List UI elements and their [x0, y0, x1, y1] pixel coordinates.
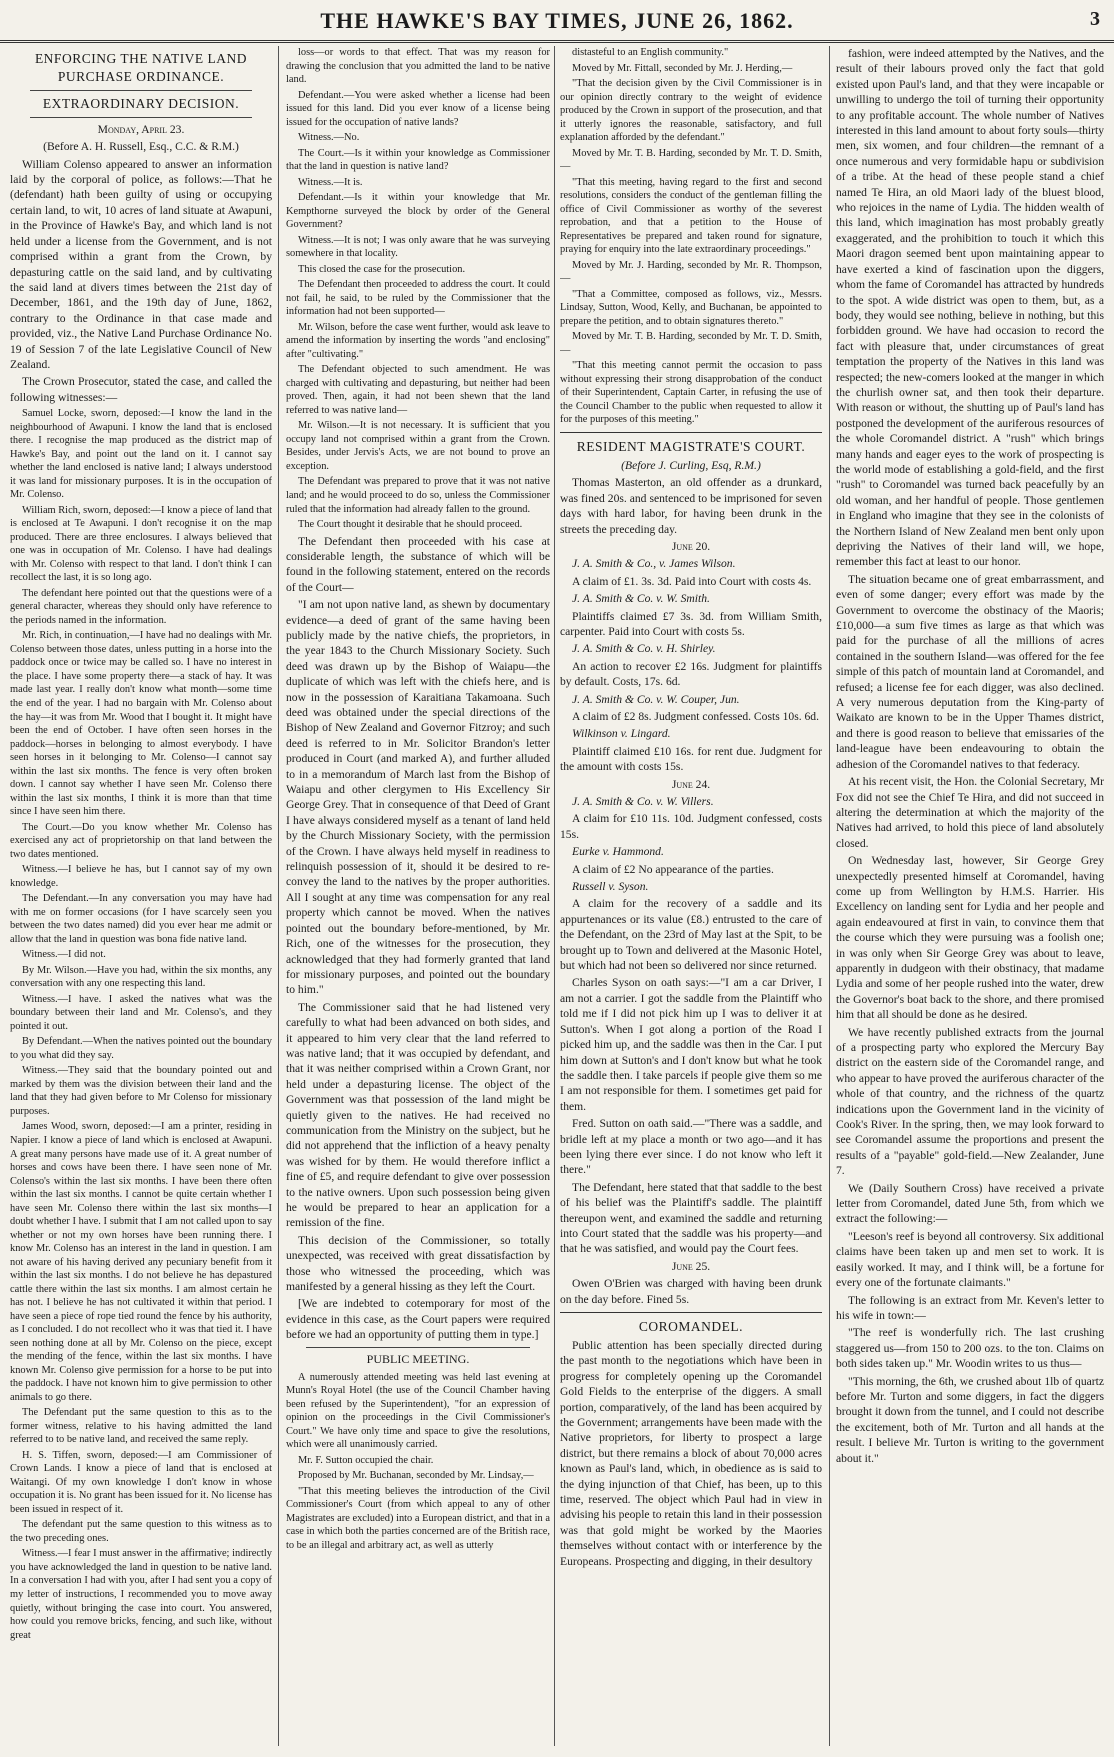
paragraph: Proposed by Mr. Buchanan, seconded by Mr. Lindsay,—: [298, 1470, 534, 1482]
paragraph: "Leeson's reef is beyond all controversy. Six additional claims have been taken up and men set to work. It is easily worked. It may, and I think will, be a fortune for every one of the fortunate claimants.": [836, 1229, 1104, 1290]
paragraph: "That this meeting cannot permit the occasion to pass without expressing their strong disapprobation of the conduct of their Superintendent, Captain Carter, in refusing the use of the Council Chamber to the public when requested to allow it for the purposes of this meeting.": [560, 360, 822, 426]
paragraph: H. S. Tiffen, sworn, deposed:—I am Commissioner of Crown Lands. I know a piece of land that is enclosed at Waitangi. Of my own knowledge I don't know in whose occupation it is. No grant has been issued for it. No license has been issued in respect of it.: [10, 1449, 272, 1515]
paragraph: The Defendant then proceeded with his case at considerable length, the substance of which will be found in the following statement, entered on the records of the Court—: [286, 534, 550, 594]
divider: [560, 432, 822, 433]
section-heading: COROMANDEL.: [638, 1319, 744, 1334]
paragraph: Public attention has been specially directed during the past month to the negotiations which have been in progress for completely opening up the Coromandel Gold Fields to the enterprise of the diggers. A small portion, comparatively, of the land has been acquired by the Government; arrangements have been made with the Native proprietors, for liberty to prospect a large district, but there remains a block of about 70,000 acres known as Paul's land, which, in obedience as is said to the dying injunction of that Chief, has been, up to this time, reserved. The object which Paul had in view in advising his people to retain this land in their possession was that gold might be worked by the Maories themselves without contact with or interference by the Europeans. Prospecting and digging, in their desultory: [560, 1338, 822, 1568]
case-title: J. A. Smith & Co. v. W. Villers.: [572, 795, 714, 808]
paragraph: distasteful to an English community.": [572, 47, 729, 58]
divider: [30, 117, 252, 118]
paragraph: Defendant.—Is it within your knowledge that Mr. Kempthorne surveyed the block by order of the General Government?: [286, 192, 550, 231]
paragraph: Witness.—It is not; I was only aware that he was surveying somewhere in that locality.: [286, 234, 550, 260]
paragraph: Plaintiffs claimed £7 3s. 3d. from William Smith, carpenter. Paid into Court with costs 5s.: [560, 609, 822, 638]
paragraph: The Defendant, here stated that that saddle to the best of his belief was the Plaintiff's saddle. The plaintiff thereupon went, and examined the saddle and returning into Court stated that the saddle was his property—and that he was satisfied, and would pay the Court fees.: [560, 1180, 822, 1256]
paragraph: Witness.—No.: [298, 132, 360, 144]
paragraph: Moved by Mr. J. Harding, seconded by Mr. R. Thompson,—: [560, 259, 822, 285]
paragraph: William Colenso appeared to answer an information laid by the corporal of police, as follows:—That he (defendant) hath been guilty of using or occupying certain land, to wit, 10 acres of land situate at Awapuni, in the Province of Hawke's Bay, and which land is not held under a license from the Government, and is not comprised within a grant from the Crown, by depasturing cattle on the said land, and by cultivating the said land at divers times between the 21st day of December, 1861, and the 19th day of June, 1862, contrary to the Ordinance in that case made and provided, viz., the Native Land Purchase Ordinance No. 19 of Session 7 of the late Legislative Council of New Zealand.: [10, 157, 272, 371]
paragraph: A claim of £1. 3s. 3d. Paid into Court with costs 4s.: [572, 574, 812, 588]
paragraph: A numerously attended meeting was held last evening at Munn's Royal Hotel (the use of the Council Chamber having been refused by the Superintendent), "for an expression of opinion on the proceedings in the Civil Commissioner's Court." We have only time and space to give the resolutions, which were all unanimously carried.: [286, 1371, 550, 1451]
paragraph: The Court.—Do you know whether Mr. Colenso has exercised any act of proprietorship on that land between the two dates mentioned.: [10, 821, 272, 860]
paragraph: By Defendant.—When the natives pointed out the boundary to you what did they say.: [10, 1036, 272, 1061]
column-2: [286, 46, 550, 1746]
column-rule: [829, 46, 830, 1746]
paragraph: [We are indebted to cotemporary for most of the evidence in this case, as the Court papers were required before we had an opportunity of putting them in type.]: [286, 1297, 550, 1342]
paragraph: Witness.—I fear I must answer in the affirmative; indirectly you have acknowledged the land in question to be native land. In a conversation I had with you, after I had sent you a copy of my letter of instructions, I recommended you to move away quietly, without bringing the case into court. You answered, how could you remove bricks, fencing, and such like, without great: [10, 1548, 272, 1641]
paragraph: Plaintiff claimed £10 16s. for rent due. Judgment for the amount with costs 15s.: [560, 744, 822, 774]
paragraph: Witness.—They said that the boundary pointed out and marked by them was the division between their land and the land that they had given before to Mr Colenso for missionary purposes.: [10, 1065, 272, 1117]
column-3: [560, 46, 822, 1746]
paragraph: The Defendant.—In any conversation you may have had with me on former occasions (for I have scarcely seen you between the two dates named) did you ever hear me admit or allow that the land in question was bona fide native land.: [10, 893, 272, 945]
paragraph: By Mr. Wilson.—Have you had, within the six months, any conversation with any one respecting this land.: [10, 964, 272, 990]
paragraph: Thomas Masterton, an old offender as a drunkard, was fined 20s. and sentenced to be imprisoned for seven days with hard labor, for having been drunk in the streets the preceding day.: [560, 476, 822, 536]
paragraph: Witness.—I have. I asked the natives what was the boundary between their land and Mr. Colenso's, and they pointed it out.: [10, 993, 272, 1032]
paragraph: Mr. Wilson, before the case went further, would ask leave to amend the information by inserting the words "and enclosing" after "cultivating.": [286, 321, 550, 360]
paragraph: The defendant here pointed out that the questions were of a general character, whereas they should only have reference to the periods named in the information.: [10, 587, 272, 626]
paragraph: At his recent visit, the Hon. the Colonial Secretary, Mr Fox did not see the Chief Te Hira, and did not succeed in altering the determination at which the majority of the Natives had arrived, to hold this piece of land absolutely closed.: [836, 775, 1104, 850]
paragraph: The Defendant put the same question to this as to the former witness, relative to his having admitted the land referred to to be native land, and received the same reply.: [10, 1407, 272, 1446]
article-subheading: EXTRAORDINARY DECISION.: [42, 95, 240, 111]
meeting-text: [560, 46, 822, 427]
paragraph: Witness.—I believe he has, but I cannot say of my own knowledge.: [10, 864, 272, 889]
paragraph: Mr. Wilson.—It is not necessary. It is sufficient that you occupy land not comprised within a grant from the Crown. Besides, under Jervis's Acts, we are not bound to prove an exception.: [286, 420, 550, 472]
paragraph: Witness.—It is.: [298, 176, 363, 188]
section-heading: PUBLIC MEETING.: [366, 1351, 470, 1366]
paragraph: We have recently published extracts from the journal of a prospecting party who explored the Mercury Bay district on the eastern side of the Coromandel range, and who appear to have proved the auriferous character of the whole of that country, and the richness of the quartz indications upon the Government land in the vicinity of Cook's River. In the spring, then, we may look forward to see Coromandel assume the proportions and present the results of a "payable" gold-field.—New Zealander, June 7.: [836, 1025, 1104, 1178]
paragraph: This closed the case for the prosecution.: [298, 263, 466, 275]
evidence-text: [286, 46, 550, 532]
court-before: (Before J. Curling, Esq, R.M.): [621, 458, 761, 472]
column-rule: [554, 46, 555, 1746]
paragraph: The Commissioner said that he had listened very carefully to what had been advanced on both sides, and it appeared to him very clear that the land referred to was native land; that it was occupied by defendant, and that it was neither comprised within a Crown Grant, nor held under a depasturing license. The object of the Government was that possession of the land might be quietly given to the natives. He had received no communication from the Ministry on the subject, but he did not apprehend that the infliction of a heavy penalty was wished for by them. He would therefore inflict a fine of £5, and require defendant to give over possession to the native owners. Upon such possession being given he would be prepared to hear an application for a remission of the fine.: [286, 1000, 550, 1230]
paragraph: The defendant put the same question to this witness as to the two preceding ones.: [10, 1519, 272, 1544]
meeting-text: [286, 1371, 550, 1553]
paragraph: The following is an extract from Mr. Keven's letter to his wife in town:—: [836, 1293, 1104, 1322]
court-date: June 20.: [671, 539, 711, 553]
paragraph: "I am not upon native land, as shewn by documentary evidence—a deed of grant of the same having been publicly made by the native chiefs, the proprietors, in the year 1843 to the Church Missionary Society. Such deed was drawn up by the Bishop of Waiapu—the duplicate of which was left with the chiefs here, and is now in the possession of Karaitiana Takamoana. Such deed was obtained under the special directions of the Bishop of New Zealand and Governor Fitzroy; and such deed is referred to in Mr. Solicitor Brandon's letter produced in Court (and marked A), and further alluded to in a memorandum of March last from the Bishop of Waiapu and other clergymen to His Excellency Sir George Grey. That in consequence of that Deed of Grant I have always considered myself as a tenant of land held by the Church Missionary Society, with the permission of the Crown. I have always held myself in readiness to relinquish possession of it, should it be desired to re-convey the land to the natives by the proper authorities. All I sought at any time was compensation for any real property which cannot be moved. When the natives pointed out the boundary before-mentioned, by Mr. Rich, one of the witnesses for the prosecution, they acknowledged that they had formerly granted that land for missionary purposes, and pointed out the boundary to him.": [286, 598, 550, 997]
paragraph: "That a Committee, composed as follows, viz., Messrs. Lindsay, Sutton, Wood, Kelly, and Buchanan, be appointed to prepare the petition, and to obtain signatures thereto.": [560, 288, 822, 327]
paragraph: William Rich, sworn, deposed:—I know a piece of land that is enclosed at Te Awapuni. I don't recognise it on the map produced. There are three enclosures. I always believed that one was in occupation of Mr. Colenso. I have had dealings with Mr. Colenso with respect to that land. I don't think I can recollect the last, it is so long ago.: [10, 504, 272, 584]
paragraph: Owen O'Brien was charged with having been drunk on the day before. Fined 5s.: [560, 1277, 822, 1306]
case-title: Eurke v. Hammond.: [572, 845, 664, 859]
masthead: [0, 0, 1114, 43]
court-before: (Before A. H. Russell, Esq., C.C. & R.M.): [43, 140, 239, 154]
paragraph: Samuel Locke, sworn, deposed:—I know the land in the neighbourhood of Awapuni. I know the land that is enclosed there. I recognise the map produced as the district map of Hawke's Bay, and point out the land on it. I cannot say whether the land enclosed is native land; I always understood it was land for missionary purposes. It is in the occupation of Mr. Colenso.: [10, 408, 272, 501]
paragraph: Defendant.—You were asked whether a license had been issued for this land. Did you ever know of a license being issued for the occupation of native lands?: [286, 89, 550, 128]
body-text: [560, 1338, 822, 1569]
divider: [306, 1347, 530, 1348]
case-title: Wilkinson v. Lingard.: [572, 727, 671, 741]
column-rule: [278, 46, 279, 1746]
case-title: J. A. Smith & Co. v. W. Couper, Jun.: [572, 692, 740, 706]
paragraph: The Defendant was prepared to prove that it was not native land; and he would proceed to do so, unless the Commissioner ruled that the information had already fallen to the ground.: [286, 476, 550, 515]
paragraph: "That the decision given by the Civil Commissioner is in our opinion directly contrary to the weight of evidence produced by the Crown in support of the prosecution, and that it utterly ignores the reasonable, satisfactory, and full explanation afforded by the defendant.": [560, 78, 822, 144]
paragraph: Fred. Sutton on oath said.—"There was a saddle, and bridle left at my place a month or two ago—and it has been lying there ever since. I do not know who left it there.": [560, 1117, 822, 1177]
column-4: [836, 46, 1104, 1746]
paragraph: James Wood, sworn, deposed:—I am a printer, residing in Napier. I know a piece of land which is enclosed at Awapuni. A great many persons have made use of it. A great number of horses and cows have been there. I have seen none of Mr. Colenso's within the last six months. I have been there often within the last six months. I cannot be quite certain whether I have seen Mr. Colenso there within the last six months—I doubt whether I have. I submit that I am not called upon to say whether or not my own horses have been running there. I know Mr. Colenso has an interest in the land in question. I am not aware of his having derived any pecuniary benefit from it within the last six months. I do not believe he has depastured cattle there within the last six months. I am almost certain he has not. I believe he has not cultivated it within that period. I have seen a piece of rope tied round the fence by his authority, as I concluded. I do not recollect who it was that tied it. I have seen nothing done at all by Mr. Colenso on the piece, except the mending of the fence, within the last six months. I have known Mr. Colenso give permission for a horse to be put into the paddock. I have not known him to give permission to other animals to go there.: [10, 1121, 272, 1403]
paragraph: The situation became one of great embarrassment, and even of some danger; every effort was made by the Government to overcome the obstinacy of the Maoris; £10,000—a sum five times as large as that which was paid for the purchase of all the millions of acres contained in the southern Island—was offered for the fee simple of this patch of mountain land at Coromandel, and refused; a license fee for each digger, was also declined. A very numerous deputation from the King-party of Waikato are known to be in the Upper Thames district, and there is good reason to believe that emissaries of the land-league have been endeavouring to obtain the adhesion of the Coromandel natives to that federacy.: [836, 572, 1104, 771]
paragraph: Mr. F. Sutton occupied the chair.: [298, 1454, 434, 1466]
paragraph: We (Daily Southern Cross) have received a private letter from Coromandel, dated June 5th, from which we extract the following:—: [836, 1181, 1104, 1226]
case-title: J. A. Smith & Co. v. W. Smith.: [572, 592, 710, 606]
paragraph: Moved by Mr. T. B. Harding, seconded by Mr. T. D. Smith,—: [560, 331, 822, 356]
paragraph: Moved by Mr. T. B. Harding, seconded by Mr. T. D. Smith,—: [560, 147, 822, 173]
paragraph: Mr. Rich, in continuation,—I have had no dealings with Mr. Colenso between those dates, unless putting in a horse into the paddock once or twice may be called so. I have no interest in the place. I have some property there—a stack of hay. It was made last year. I really don't know what month—some time the end of the year. I had no bargain with Mr. Colenso about the hay—it was from Mr. Wood that I bought it. It might have been the end of October. I have often seen horses in the paddock—horses in belonging to almost everybody. I have seen horses in it belonging to Mr. Colenso—I cannot say within the last six months. The fence is very often broken down. I cannot say whether I have seen Mr. Colenso there within the last six months, I think it is more than that time since I have seen him there.: [10, 630, 272, 818]
paragraph: The Court thought it desirable that he should proceed.: [298, 519, 523, 531]
paragraph: Moved by Mr. Fittall, seconded by Mr. J. Herding,—: [572, 62, 793, 74]
case-title: J. A. Smith & Co. v. H. Shirley.: [572, 642, 716, 656]
newspaper-title: THE HAWKE'S BAY TIMES, JUNE 26, 1862.: [320, 8, 794, 33]
divider: [560, 1312, 822, 1313]
paragraph: The Crown Prosecutor, stated the case, and called the following witnesses:—: [10, 375, 272, 404]
divider: [30, 90, 252, 91]
court-date: June 25.: [671, 1259, 711, 1273]
evidence-text: [10, 407, 272, 1642]
paragraph: A claim for the recovery of a saddle and its appurtenances or its value (£8.) entrusted to the care of the Defendant, on the 23rd of May last at the Spit, to be brought up to Town and delivered at the Masonic Hotel, but which had not been so delivered nor since returned.: [560, 897, 822, 973]
paragraph: A claim for £10 11s. 10d. Judgment confessed, costs 15s.: [560, 812, 822, 841]
column-1: [10, 46, 272, 1746]
paragraph: "That this meeting believes the introduction of the Civil Commissioner's Court (from which appeal to any of other Magistrates are excluded) into a European district, and that in a case in which both the parties concerned are of the British race, to be an illegal and arbitrary act, as well as utterly: [286, 1485, 550, 1551]
paragraph: A claim of £2 8s. Judgment confessed. Costs 10s. 6d.: [572, 709, 819, 723]
paragraph: Charles Syson on oath says:—"I am a car Driver, I am not a carrier. I got the saddle from the Plaintiff who told me if I did not pick him up I was to deliver it at Sutton's. When I got along a portion of the Road I picked him up, and the saddle was then in the Car. I put him down at Sutton's and I don't know but what he took the saddle then. I take parcels if people give them so me I am not responsible for them. I sometimes get paid for them.: [560, 976, 822, 1113]
paragraph: The Defendant objected to such amendment. He was charged with cultivating and depasturing, but neither had been proved. Then, again, it had not been shewn that the land referred to was native land—: [286, 364, 550, 416]
article-heading: ENFORCING THE NATIVE LAND PURCHASE ORDINANCE.: [34, 51, 248, 84]
paragraph: An action to recover £2 16s. Judgment for plaintiffs by default. Costs, 17s. 6d.: [560, 659, 822, 689]
paragraph: On Wednesday last, however, Sir George Grey unexpectedly presented himself at Coromandel, having come up from Wellington by H.M.S. Harrier. His Excellency on landing sent for Lydia and her people and again endeavoured at first in vain, to convince them that the course which they were pursuing was a foolish one; in was only when Sir George Grey was about to leave, apparently in dudgeon with their obstinacy, that madame Lydia and some of her people rushed into the water, drew the Governor's boat back to the shore, and there promised him that all should be done as he desired.: [836, 854, 1104, 1022]
paragraph: Witness.—I did not.: [22, 949, 106, 961]
paragraph: "This morning, the 6th, we crushed about 1lb of quartz before Mr. Turton and some diggers, in fact the diggers brought it down from the tunnel, and I could not describe the excitement, both of Mr. Turton and all hands at the result. I believe Mr. Turton is writing to the government about it.": [836, 1374, 1104, 1465]
paragraph: The Defendant then proceeded to address the court. It could not fail, he said, to be ruled by the Commissioner that the information had not been supported—: [286, 279, 550, 318]
body-text: [286, 534, 550, 1343]
body-text: [10, 157, 272, 406]
paragraph: "That this meeting, having regard to the first and second resolutions, considers the conduct of the gentleman filling the office of Civil Commissioner as worthy of the severest reprobation, and that a petition to the House of Representatives be prepared and taken round for signature, praying for enquiry into the late extraordinary proceedings.": [560, 176, 822, 256]
paragraph: This decision of the Commissioner, so totally unexpected, was received with great dissatisfaction by those who witnessed the proceeding, which was manifested by a general hissing as they left the Court.: [286, 1233, 550, 1294]
case-title: J. A. Smith & Co., v. James Wilson.: [572, 557, 736, 571]
court-date: June 24.: [671, 777, 711, 791]
body-text: [560, 475, 822, 1307]
section-heading: RESIDENT MAGISTRATE'S COURT.: [576, 438, 806, 454]
case-title: Russell v. Syson.: [572, 880, 649, 894]
paragraph: "The reef is wonderfully rich. The last crushing staggered us—from 150 to 200 ozs. to the ton. Claims on both sides taken up." Mr. Woodin writes to us thus—: [836, 1326, 1104, 1371]
paragraph: A claim of £2 No appearance of the parties.: [572, 862, 774, 876]
court-date: Monday, April 23.: [97, 122, 185, 136]
paragraph: The Court.—Is it within your knowledge as Commissioner that the land in question is native land?: [286, 147, 550, 173]
paragraph: loss—or words to that effect. That was my reason for drawing the conclusion that you admitted the land to be native land.: [286, 47, 550, 86]
paragraph: fashion, were indeed attempted by the Natives, and the result of their labours proved only the fact that gold existed upon Paul's land, and that they were incapable or unwilling to undergo the toil of turning their opportunity to any profitable account. The whole number of Natives interested in this land amount to about forty souls—thirty men, six women, and four children—the remnant of a once numerous and very formidable hapu or subdivision of a tribe. At the head of these people stand a chief named Te Hira, an old Maori lady of the bluest blood, who rejoices in the name of Lydia. The hidden wealth of this land, which imagination has most probably greatly exaggerated, and the prohibition to touch it which this Maori dragon seemed bent upon maintaining appear to have exerted a kind of fascination upon the diggers, whom the fame of Coromandel has attracted by hundreds to the spot. A wide district was open to them, but, as a body, they would see nothing, believe in nothing, but this forbidden ground. We have had occasion to record the fact with pleasure that, under circumstances of great temptation the property of the Natives in this land was respected; the new-comers looked at the manger in which the churlish owner sat, and then took their departure. With reason or without, the shutting up of Paul's land has postponed the development of the auriferous resources of the whole Coromandel district. A "rush" which brings many hands and eager eyes to the work of prospecting is the world mode of establishing a gold-field, and the first "rush" to Coromandel was turned back peacefully by an old woman, and her handful of people. Those gentlemen in England who imagine that they see in the colonists of the Northern Island of New Zealand men bent only upon depriving the Natives of their land will, we hope, remember this fact at least to our honor.: [836, 47, 1104, 569]
page-number: 3: [1090, 8, 1100, 30]
